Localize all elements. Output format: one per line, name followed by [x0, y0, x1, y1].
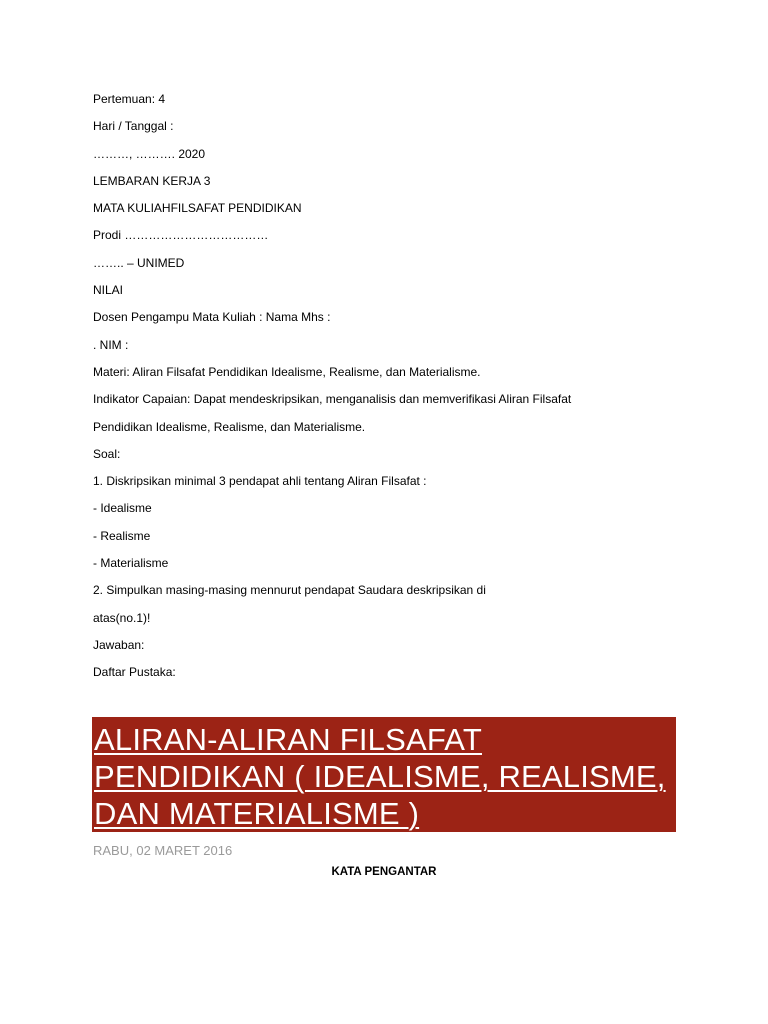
question-2-line-2: atas(no.1)! [93, 610, 151, 625]
section-title: KATA PENGANTAR [331, 866, 437, 878]
bibliography-label: Daftar Pustaka: [93, 665, 176, 680]
question-2-line-1: 2. Simpulkan masing-masing mennurut pendapat Saudara deskripsikan di [93, 583, 486, 598]
worksheet-title: LEMBARAN KERJA 3 [93, 173, 211, 188]
university: …….. – UNIMED [93, 255, 185, 270]
indicator-line-1: Indikator Capaian: Dapat mendeskripsikan, menganalisis dan memverifikasi Aliran Filsafat [93, 392, 572, 407]
post-title-link[interactable]: ALIRAN-ALIRAN FILSAFAT PENDIDIKAN ( IDEALISME, REALISME, DAN MATERIALISME ) [94, 722, 666, 831]
study-program: Prodi ……………………………… [93, 228, 269, 243]
indicator-line-2: Pendidikan Idealisme, Realisme, dan Materialisme. [93, 419, 366, 434]
lecturer-student-label: Dosen Pengampu Mata Kuliah : Nama Mhs : [93, 310, 331, 325]
meeting-number: Pertemuan: 4 [93, 92, 166, 106]
post-title-banner [92, 717, 676, 832]
grade-label: NILAI [93, 283, 124, 298]
day-date-label: Hari / Tanggal : [93, 119, 174, 134]
questions-label: Soal: [93, 446, 121, 461]
material-line: Materi: Aliran Filsafat Pendidikan Idealisme, Realisme, dan Materialisme. [93, 364, 481, 379]
date-placeholder: ………, ………. 2020 [93, 146, 206, 161]
list-item: - Realisme [93, 528, 151, 543]
worksheet-text [93, 86, 693, 687]
post-date: RABU, 02 MARET 2016 [93, 843, 233, 858]
list-item: - Idealisme [93, 501, 152, 516]
nim-label: . NIM : [93, 337, 129, 352]
list-item: - Materialisme [93, 556, 169, 571]
answer-label: Jawaban: [93, 637, 145, 652]
question-1: 1. Diskripsikan minimal 3 pendapat ahli tentang Aliran Filsafat : [93, 474, 427, 489]
course-name: MATA KULIAHFILSAFAT PENDIDIKAN [93, 201, 302, 216]
